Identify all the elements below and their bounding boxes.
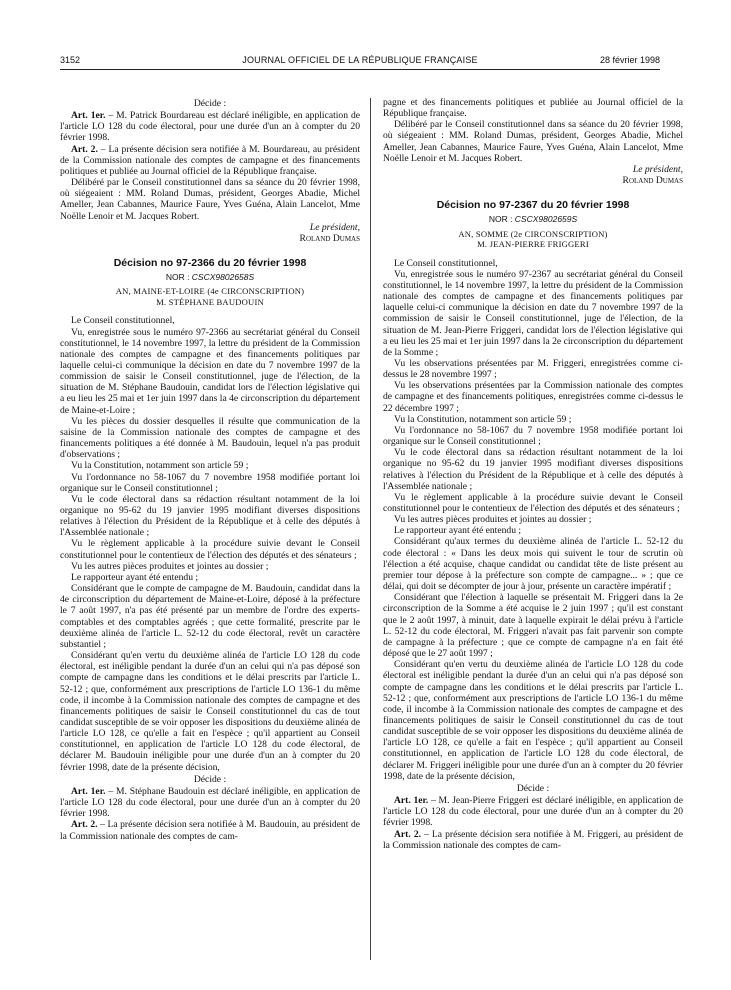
body-paragraph: Considérant que l'élection à laquelle se présentait M. Friggeri dans la 2e circonscription de la Somme a été acquise le 2 juin 1997 ; qu'il est constant que le 2 août 1997, à minuit, date à laquelle expirait le délai prévu à l'article L. 52-12 du code électoral, M. Friggeri n'avait pas fait parvenir son compte de campagne à la préfecture ; que ce compte de campagne n'a en fait été déposé que le 27 août 1997 ; [383,592,683,660]
column-divider [370,98,371,960]
signature-name: Roland Dumas [622,175,683,187]
decision-subtitle [60,286,360,307]
body-paragraph: Vu les observations présentées par la Commission nationale des comptes de campagne et des financements politiques, enregistrées comme ci-dessus le 22 décembre 1997 ; [383,380,683,414]
decision-body [383,258,683,782]
body-paragraph: Vu le code électoral dans sa rédaction résultant notamment de la loi organique no 95-62 du 19 janvier 1995 modifiant diverses dispositions relatives à l'élection du Président de la République et à celle des députés à l'Assemblée nationale ; [60,493,360,539]
decision-body [60,315,360,772]
article-label: Art. 2. [394,828,422,840]
subtitle-candidate: M. JEAN-PIERRE FRIGGERI [477,239,589,250]
body-paragraph: Vu le code électoral dans sa rédaction résultant notamment de la loi organique no 95-62 du 19 janvier 1995 modifiant diverses dispositions relatives à l'élection du Président de la République et à celle des députés à l'Assemblée nationale ; [383,447,683,492]
right-column [383,97,683,851]
body-paragraph: Vu, enregistrée sous le numéro 97-2367 au secrétariat général du Conseil constitutionnel, le 14 novembre 1997, la lettre du président de la Commission nationale des comptes de campagne et des financements politiques par laquelle celui-ci communique la décision en date du 7 novembre 1997 de la commission de saisir le Conseil constitutionnel, juge de l'élection, de la situation de M. Jean-Pierre Friggeri, candidat lors de l'élection législative qui a eu lieu les 25 mai et 1er juin 1997 dans la 2e circonscription du département de la Somme ; [383,268,683,358]
body-paragraph: Vu le règlement applicable à la procédure suivie devant le Conseil constitutionnel pour le contentieux de l'élection des députés et des sénateurs ; [60,538,360,561]
article-text: – M. Stéphane Baudouin est déclaré inéligible, en application de l'article LO 128 du code électoral, pour une durée d'un an à compter du 20 février 1998. [60,785,360,820]
body-paragraph: Vu les observations présentées par M. Friggeri, enregistrées comme ci-dessus le 28 novembre 1997 ; [383,357,683,381]
deliberation: Délibéré par le Conseil constitutionnel dans sa séance du 20 février 1998, où siégeaient : MM. Roland Dumas, président, Georges Abadie, Michel Ameller, Jean Cabannes, Maurice Faure, Yves Guéna, Alain Lancelot, Mme Noëlle Lenoir et M. Jacques Robert. [383,119,683,164]
left-column [60,97,360,842]
signature-title: Le président, [632,163,683,175]
decide-heading: Décide : [193,98,227,109]
subtitle-candidate: M. STÉPHANE BAUDOUIN [156,296,264,307]
body-paragraph: Vu les pièces du dossier desquelles il résulte que communication de la saisine de la Commission nationale des comptes de campagne et des financements politiques a été donnée à M. Baudouin, lequel n'a pas produit d'observations ; [60,415,360,461]
issue-date: 28 février 1998 [599,55,660,65]
article-label: Art. 2. [71,143,98,155]
nor-reference [60,272,360,283]
nor-label: NOR : [165,272,192,283]
article-text: – La présente décision sera notifiée à M. Friggeri, au président de la Commission nationale des comptes de cam- [383,828,683,851]
body-paragraph: Considérant qu'en vertu du deuxième alinéa de l'article LO 128 du code électoral est inéligible pendant la durée d'un an celui qui n'a pas déposé son compte de campagne dans les conditions et le délai prescrits par l'article L. 52-12 ; que, conformément aux prescriptions de l'article LO 136-1 du même code, il incombe à la Commission nationale des comptes de campagne et des financements politiques de saisir le Conseil constitutionnel du cas de tout candidat susceptible de se voir opposer les dispositions du deuxième alinéa de l'article LO 128, ce qu'elle a fait en l'espèce ; qu'il appartient au Conseil constitutionnel, en application de l'article LO 128 du code électoral, de déclarer M. Friggeri inéligible pour une durée d'un an à compter du 20 février 1998, date de la présente décision, [383,659,683,782]
body-paragraph: Vu l'ordonnance no 58-1067 du 7 novembre 1958 modifiée portant loi organique sur le Conseil constitutionnel ; [383,424,683,448]
nor-code: CSCX9802659S [514,214,578,225]
nor-reference [383,214,683,225]
body-paragraph: Vu, enregistrée sous le numéro 97-2366 au secrétariat général du Conseil constitutionnel, le 14 novembre 1997, la lettre du président de la Commission nationale des comptes de campagne et des financements politiques par laquelle celui-ci communique la décision en date du 7 novembre 1997 de la commission de saisir le Conseil constitutionnel, juge de l'élection, de la situation de M. Stéphane Baudouin, candidat lors de l'élection législative qui a eu lieu les 25 mai et 1er juin 1997 dans la 4e circonscription du département de Maine-et-Loire ; [60,326,360,416]
body-paragraph: Vu le règlement applicable à la procédure suivie devant le Conseil constitutionnel pour le contentieux de l'élection des députés et des sénateurs ; [383,491,683,514]
article-text: – La présente décision sera notifiée à M. Baudouin, au président de la Commission nationale des comptes de cam- [60,819,361,842]
page-number: 3152 [60,55,81,65]
article-text: – M. Jean-Pierre Friggeri est déclaré inéligible, en application de l'article LO 128 du code électoral, pour une durée d'un an à compter du 20 février 1998. [383,795,683,829]
body-paragraph: Considérant qu'en vertu du deuxième alinéa de l'article LO 128 du code électoral, est inéligible pendant la durée d'un an celui qui n'a pas déposé son compte de campagne dans les conditions et le délai prescrits par l'article L. 52-12 ; que, conformément aux prescriptions de l'article LO 136-1 du même code, il incombe à la Commission nationale des comptes de campagne et des financements politiques de saisir le Conseil constitutionnel du cas de tout candidat susceptible de se voir opposer les dispositions du deuxième alinéa de l'article LO 128, ce qu'elle a fait en l'espèce ; qu'il appartient au Conseil constitutionnel, en application de l'article LO 128 du code électoral, de déclarer M. Baudouin inéligible pour une durée d'un an à compter du 20 février 1998, date de la présente décision, [60,650,360,773]
body-paragraph: Le rapporteur ayant été entendu ; [71,571,199,583]
signature-name: Roland Dumas [299,232,360,244]
decision-title: Décision no 97-2367 du 20 février 1998 [436,199,630,212]
body-paragraph: Le rapporteur ayant été entendu ; [394,525,522,537]
subtitle-constituency: AN, SOMME (2e CIRCONSCRIPTION) [458,228,608,239]
article-1 [60,786,360,819]
decide-heading: Décide : [516,782,550,794]
body-paragraph: Vu l'ordonnance no 58-1067 du 7 novembre 1958 modifiée portant loi organique sur le Conseil constitutionnel ; [60,471,360,494]
article-label: Art. 1er. [71,110,106,122]
journal-title: JOURNAL OFFICIEL DE LA RÉPUBLIQUE FRANÇAISE [242,55,478,65]
body-paragraph: Vu la Constitution, notamment son article 59 ; [394,413,572,425]
article-1 [383,795,683,828]
article-text: – La présente décision sera notifiée à M. Bourdareau, au président de la Commission nationale des comptes de campagne et des financements politiques et publiée au Journal officiel de la République française. [60,143,360,177]
article-2 [383,829,683,851]
decide-heading: Décide : [193,773,227,785]
body-paragraph: Vu la Constitution, notamment son article 59 ; [71,460,249,472]
body-paragraph: Le Conseil constitutionnel, [394,257,498,269]
body-paragraph: Considérant qu'aux termes du deuxième alinéa de l'article L. 52-12 du code électoral : « Dans les deux mois qui suivent le tour de scrutin où l'élection a été acquise, chaque candidat ou candidat tête de liste présent au premier tour dépose à la préfecture son compte de campagne... » ; que ce délai, qui doit se décompter de jour à jour, présente un caractère impératif ; [383,536,683,593]
decision-title: Décision no 97-2366 du 20 février 1998 [113,257,307,270]
nor-code: CSCX9802658S [191,272,255,283]
signature-title: Le président, [309,221,360,233]
body-paragraph: Vu les autres pièces produites et jointes au dossier ; [394,514,592,526]
article-1 [60,110,360,143]
article-text: – M. Patrick Bourdareau est déclaré inéligible, en application de l'article LO 128 du code électoral, pour une durée d'un an à compter du 20 février 1998. [60,110,360,144]
article-label: Art. 2. [71,819,98,831]
decision-subtitle [383,229,683,250]
article-2 [60,144,360,177]
deliberation: Délibéré par le Conseil constitutionnel dans sa séance du 20 février 1998, où siégeaient : MM. Roland Dumas, président, Georges Abadie, Michel Ameller, Jean Cabannes, Maurice Faure, Yves Guéna, Alain Lancelot, Mme Noëlle Lenoir et M. Jacques Robert. [60,177,360,222]
article-label: Art. 1er. [394,795,429,807]
continued-text: pagne et des financements politiques et publiée au Journal officiel de la République française. [383,97,683,120]
nor-label: NOR : [488,214,515,225]
article-2 [60,819,360,841]
header-rule [60,69,660,70]
body-paragraph: Considérant que le compte de campagne de M. Baudouin, candidat dans la 4e circonscription du département de Maine-et-Loire, déposé à la préfecture le 7 août 1997, n'a pas été présenté par un membre de l'ordre des experts-comptables et des comptables agréés ; que cette formalité, prescrite par le deuxième alinéa de l'article L. 52-12 du code électoral, revêt un caractère substantiel ; [60,583,360,650]
article-label: Art. 1er. [71,785,106,797]
body-paragraph: Le Conseil constitutionnel, [71,315,175,327]
body-paragraph: Vu les autres pièces produites et jointes au dossier ; [71,560,269,572]
subtitle-constituency: AN, MAINE-ET-LOIRE (4e CIRCONSCRIPTION) [115,286,305,297]
